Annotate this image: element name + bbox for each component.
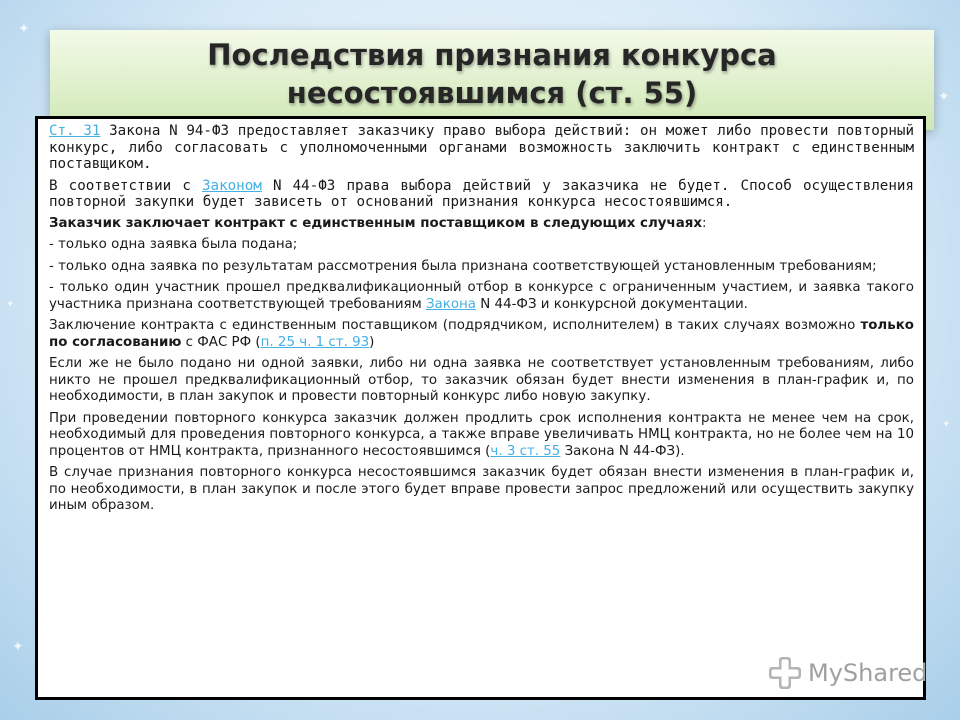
list-item: - только одна заявка была подана; (49, 237, 298, 252)
sparkle-decoration: ✦ (942, 419, 951, 430)
title-line-1: Последствия признания конкурса (207, 38, 777, 72)
watermark-text: MyShared (808, 659, 928, 687)
paragraph-7: Заключение контракта с единственным поставщиком (подрядчиком, исполнителем) в таких случаях возможно только по согласованию с ФАС РФ (п. 25 ч. 1 ст. 93) (49, 318, 914, 350)
list-item: - только одна заявка по результатам рассмотрения была признана соответствующей установленным требованиям; (49, 258, 877, 274)
sparkle-decoration: ✦ (938, 89, 950, 105)
watermark (768, 656, 927, 690)
paragraph-9: При проведении повторного конкурса заказчик должен продлить срок исполнения контракта не менее чем на срок, необходимый для проведения повторного конкурса, а также вправе увеличивать НМЦ контракта, но не более чем на 10 процентов от НМЦ контракта, признанного несостоявшимся (ч. 3 ст. 55 Закона N 44-ФЗ). (49, 410, 914, 459)
paragraph-2: В соответствии с Законом N 44-ФЗ права выбора действий у заказчика не будет. Способ осуществления повторной закупки будет зависеть от оснований признания конкурса несостоявшимся. (49, 177, 914, 210)
title-line-2: несостоявшимся (ст. 55) (286, 76, 698, 110)
sparkle-decoration: ✦ (6, 299, 15, 310)
list-item: - только один участник прошел предквалификационный отбор в конкурсе с ограниченным участием, и заявка такого участника признана соответствующей требованиям Закона N 44-ФЗ и конкурсной документации. (49, 280, 914, 312)
paragraph-8: Если же не было подано ни одной заявки, либо ни одна заявка не соответствует установленным требованиям, либо никто не прошел предквалификационный отбор, то заказчик обязан будет внести изменения в план-график и, по необходимости, в план закупок и провести повторный конкурс либо новую закупку. (49, 356, 914, 404)
link-zakona[interactable]: Закона (425, 296, 477, 312)
myshared-logo-icon (768, 656, 802, 690)
link-zakon[interactable]: Законом (202, 177, 262, 194)
link-st31[interactable]: Ст. 31 (49, 123, 101, 139)
sparkle-decoration: ✦ (18, 21, 30, 37)
paragraph-1: Ст. 31 Закона N 94-ФЗ предоставляет заказчику право выбора действий: он может либо провести повторный конкурс, либо согласовать с уполномоченными органами возможность заключить контракт с единственным поставщиком. (49, 123, 915, 172)
link-p25-st93[interactable]: п. 25 ч. 1 ст. 93 (260, 334, 370, 350)
paragraph-3: Заказчик заключает контракт с единственным поставщиком в следующих случаях: (49, 215, 707, 231)
content-box (35, 116, 926, 700)
paragraph-10: В случае признания повторного конкурса несостоявшимся заказчик будет обязан внести изменения в план-график и, по необходимости, в план закупок и после этого будет вправе провести запрос предложений или осуществить закупку иным образом. (49, 465, 914, 513)
sparkle-decoration: ✦ (12, 639, 24, 655)
slide-title (50, 36, 934, 112)
link-ch3-st55[interactable]: ч. 3 ст. 55 (490, 443, 561, 459)
